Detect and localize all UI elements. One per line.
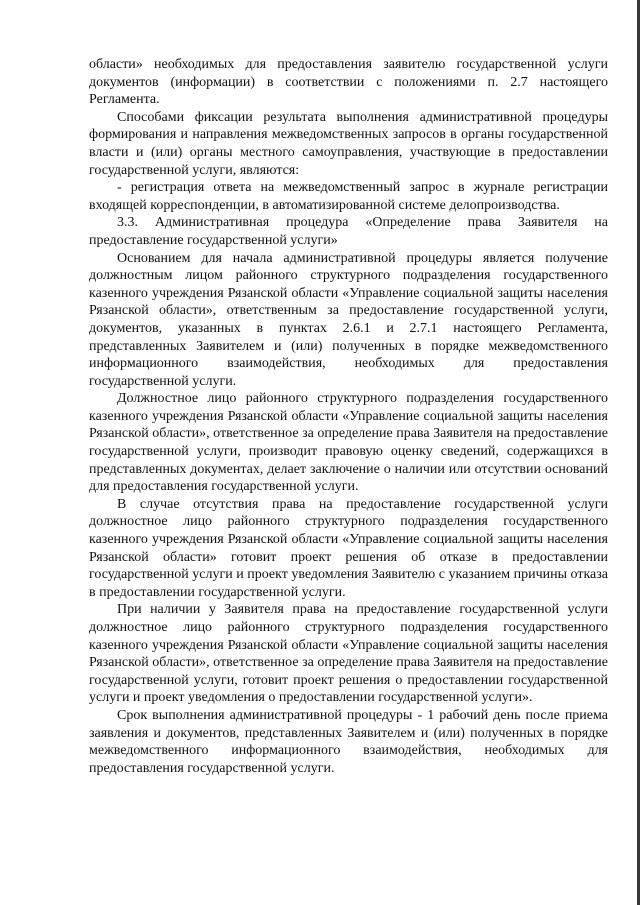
paragraph-fixation-methods: Способами фиксации результата выполнения административной процедуры формирования и направления межведомственных запросов в органы государственной власти и (или) органы местного самоуправления, участвующие в предоставлении государственной услуги, являются: <box>89 109 608 178</box>
paragraph-official-assessment: Должностное лицо районного структурного подразделения государственного казенного учреждения Рязанской области «Управление социальной защиты населения Рязанской области», ответственное за определение права Заявителя на предоставление государственной услуги, производит правовую оценку сведений, содержащихся в представленных документах, делает заключение о наличии или отсутствии оснований для предоставления государственной услуги. <box>89 391 608 495</box>
paragraph-procedure-deadline: Срок выполнения административной процедуры - 1 рабочий день после приема заявления и документов, представленных Заявителем и (или) полученных в порядке межведомственного информационного взаимодействия, необходимых для предоставления государственной услуги. <box>89 707 608 776</box>
paragraph-procedure-basis: Основанием для начала административной процедуры является получение должностным лицом районного структурного подразделения государственного казенного учреждения Рязанской области «Управление социальной защиты населения Рязанской области», ответственным за предоставление государственной услуги, документов, указанных в пунктах 2.6.1 и 2.7.1 настоящего Регламента, представленных Заявителем и (или) полученных в порядке межведомственного информационного взаимодействия, необходимых для предоставления государственной услуги. <box>89 250 608 389</box>
document-page <box>89 56 608 777</box>
paragraph-continuation: области» необходимых для предоставления заявителю государственной услуги документов (информации) в соответствии с положениями п. 2.7 настоящего Регламента. <box>89 57 608 108</box>
paragraph-registration-item: - регистрация ответа на межведомственный запрос в журнале регистрации входящей корреспонденции, в автоматизированной системе делопроизводства. <box>89 180 608 213</box>
paragraph-approval-case: При наличии у Заявителя права на предоставление государственной услуги должностное лицо районного структурного подразделения государственного казенного учреждения Рязанской области «Управление социальной защиты населения Рязанской области», ответственное за определение права Заявителя на предоставление государственной услуги, готовит проект решения о предоставлении государственной услуги и проект уведомления о предоставлении государственной услуги». <box>89 602 608 706</box>
paragraph-refusal-case: В случае отсутствия права на предоставление государственной услуги должностное лицо районного структурного подразделения государственного казенного учреждения Рязанской области «Управление социальной защиты населения Рязанской области» готовит проект решения об отказе в предоставлении государственной услуги и проект уведомления Заявителю с указанием причины отказа в предоставлении государственной услуги. <box>89 496 608 600</box>
section-heading-3-3: 3.3. Административная процедура «Определение права Заявителя на предоставление государственной услуги» <box>89 215 608 248</box>
